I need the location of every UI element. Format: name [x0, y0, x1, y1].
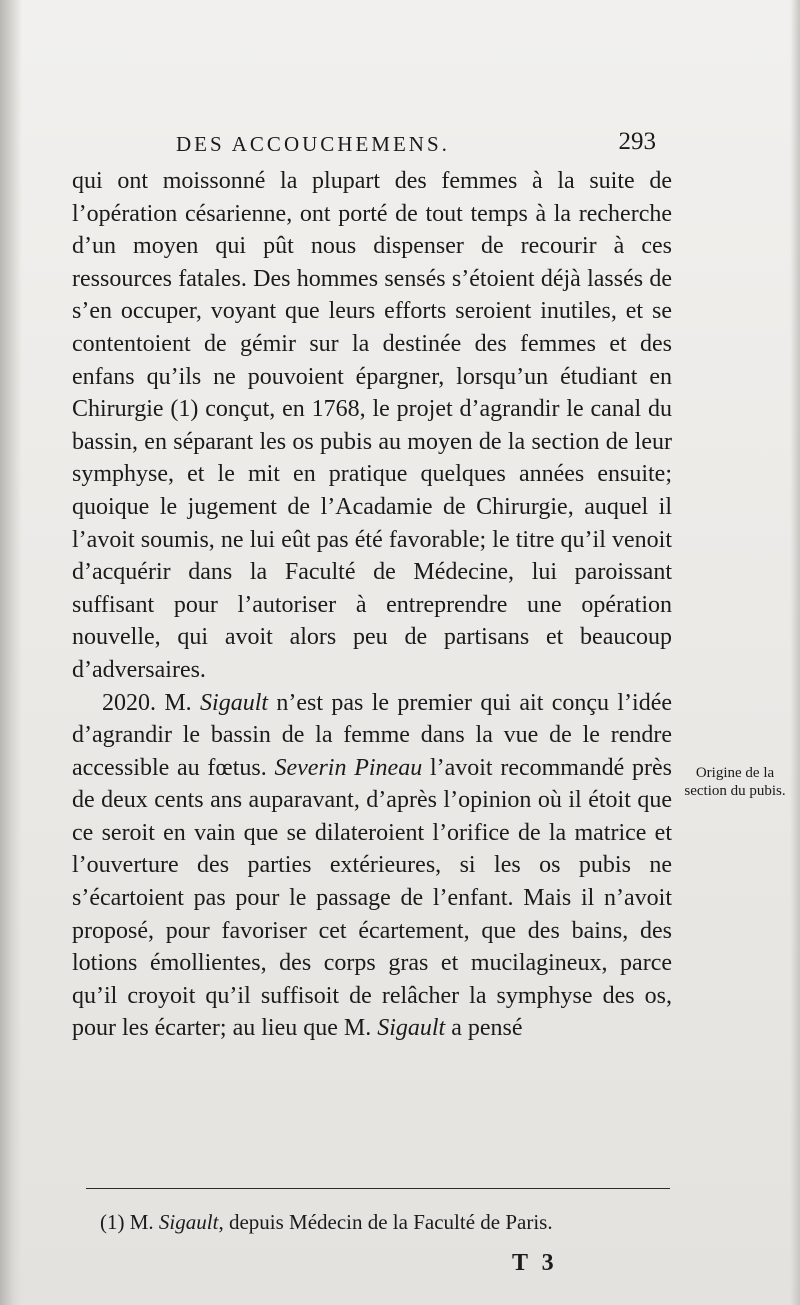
signature-mark: T 3 [512, 1250, 558, 1276]
margin-note: Origine de la section du pubis. [684, 765, 786, 799]
footnote-rule [86, 1188, 670, 1189]
paragraph-continued: qui ont moissonné la plupart des femmes à la suite de l’opération césarienne, ont porté de tout temps à la recherche d’un moyen qui pût nous dispenser de recourir à ces ressources fatales. Des hommes sensés s’étoient déjà lassés de s’en occuper, voyant que leurs efforts seroient inutiles, et se contentoient de gémir sur la destinée des femmes et des enfans qu’ils ne pouvoient épargner, lorsqu’un étudiant en Chirurgie (1) conçut, en 1768, le projet d’agrandir le canal du bassin, en séparant les os pubis au moyen de la section de leur symphyse, et le mit en pratique quelques années ensuite; quoique le jugement de l’Acadamie de Chirurgie, auquel il l’avoit soumis, ne lui eût pas été favorable; le titre qu’il venoit d’acquérir dans la Faculté de Médecine, lui paroissant suffisant pour l’autoriser à entreprendre une opération nouvelle, qui avoit alors peu de partisans et beaucoup d’adversaires. [72, 168, 672, 683]
paragraph-text-part: n’est pas le premier qui ait conçu l’idée d’agrandir le bassin de la femme dans la vue de le rendre accessible au fœtus. [72, 689, 672, 781]
person-name: Severin Pineau [274, 754, 423, 781]
person-name: Sigault [377, 1015, 446, 1042]
scan-shadow-right [790, 0, 800, 1305]
running-header [176, 128, 656, 160]
scan-shadow-left [0, 0, 22, 1305]
page-number: 293 [618, 128, 656, 155]
paragraph-text-part: a pensé [445, 1015, 523, 1042]
paragraph-2020 [72, 687, 672, 1046]
footnote-name: Sigault [158, 1210, 219, 1234]
footnote-marker: (1) M. [100, 1210, 159, 1234]
running-head-title: DES ACCOUCHEMENS. [176, 132, 450, 156]
paragraph-text-part: l’avoit recommandé près de deux cents ans auparavant, d’après l’opinion où il étoit que ce seroit en vain que se dilateroient l’orifice de la matrice et l’ouverture des parties extérieures, si les os pubis ne s’écartoient pas pour le passage de l’enfant. Mais il n’avoit proposé, pour favoriser cet écartement, que des bains, des lotions émollientes, des corps gras et mucilagineux, parce qu’il croyoit qu’il suffisoit de relâcher la symphyse des os, pour les écarter; au lieu que M. [72, 754, 673, 1042]
body-text [72, 165, 672, 1045]
person-name: Sigault [200, 689, 269, 716]
footnote [100, 1210, 680, 1235]
footnote-text: , depuis Médecin de la Faculté de Paris. [218, 1210, 553, 1234]
paragraph-text-part: 2020. M. [102, 689, 201, 716]
